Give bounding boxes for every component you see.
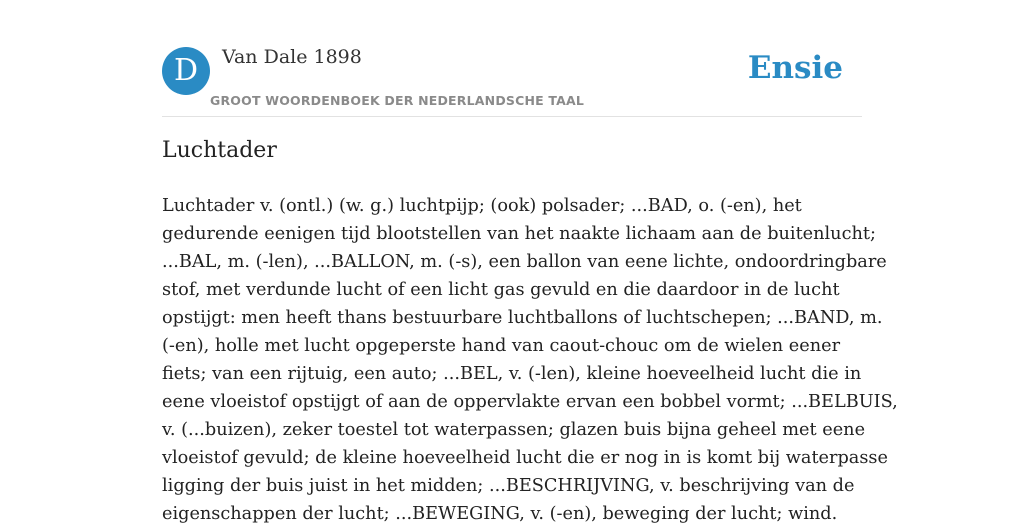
definition-line: eigenschappen der lucht; ...BEWEGING, v. (-en), beweging der lucht; wind. [162, 504, 838, 524]
definition-line: stof, met verdunde lucht of een licht gas gevuld en die daardoor in de lucht [162, 280, 840, 300]
dictionary-avatar[interactable]: D [162, 47, 210, 95]
definition-line: (-en), holle met lucht opgeperste hand van caout-chouc om de wielen eener [162, 336, 841, 356]
definition-line: ligging der buis juist in het midden; ...BESCHRIJVING, v. beschrijving van de [162, 476, 855, 496]
dictionary-header [162, 44, 862, 117]
source-title[interactable]: Van Dale 1898 [222, 46, 362, 68]
definition-line: gedurende eenigen tijd blootstellen van het naakte lichaam aan de buitenlucht; [162, 224, 876, 244]
definition-line: Luchtader v. (ontl.) (w. g.) luchtpijp; (ook) polsader; ...BAD, o. (-en), het [162, 196, 802, 216]
ensie-logo[interactable]: Ensie [747, 50, 843, 86]
entry-definition [162, 192, 898, 528]
definition-line: v. (...buizen), zeker toestel tot waterpassen; glazen buis bijna geheel met eene [162, 420, 866, 440]
definition-line: opstijgt: men heeft thans bestuurbare luchtballons of luchtschepen; ...BAND, m. [162, 308, 883, 328]
definition-line: vloeistof gevuld; de kleine hoeveelheid lucht die er nog in is komt bij waterpasse [162, 448, 888, 468]
definition-line: ...BAL, m. (-len), ...BALLON, m. (-s), een ballon van eene lichte, ondoordringbare [162, 252, 887, 272]
definition-line: eene vloeistof opstijgt of aan de oppervlakte ervan een bobbel vormt; ...BELBUIS, [162, 392, 898, 412]
source-subtitle: GROOT WOORDENBOEK DER NEDERLANDSCHE TAAL [210, 93, 585, 108]
entry-title: Luchtader [162, 138, 277, 163]
definition-line: fiets; van een rijtuig, een auto; ...BEL, v. (-len), kleine hoeveelheid lucht die in [162, 364, 862, 384]
